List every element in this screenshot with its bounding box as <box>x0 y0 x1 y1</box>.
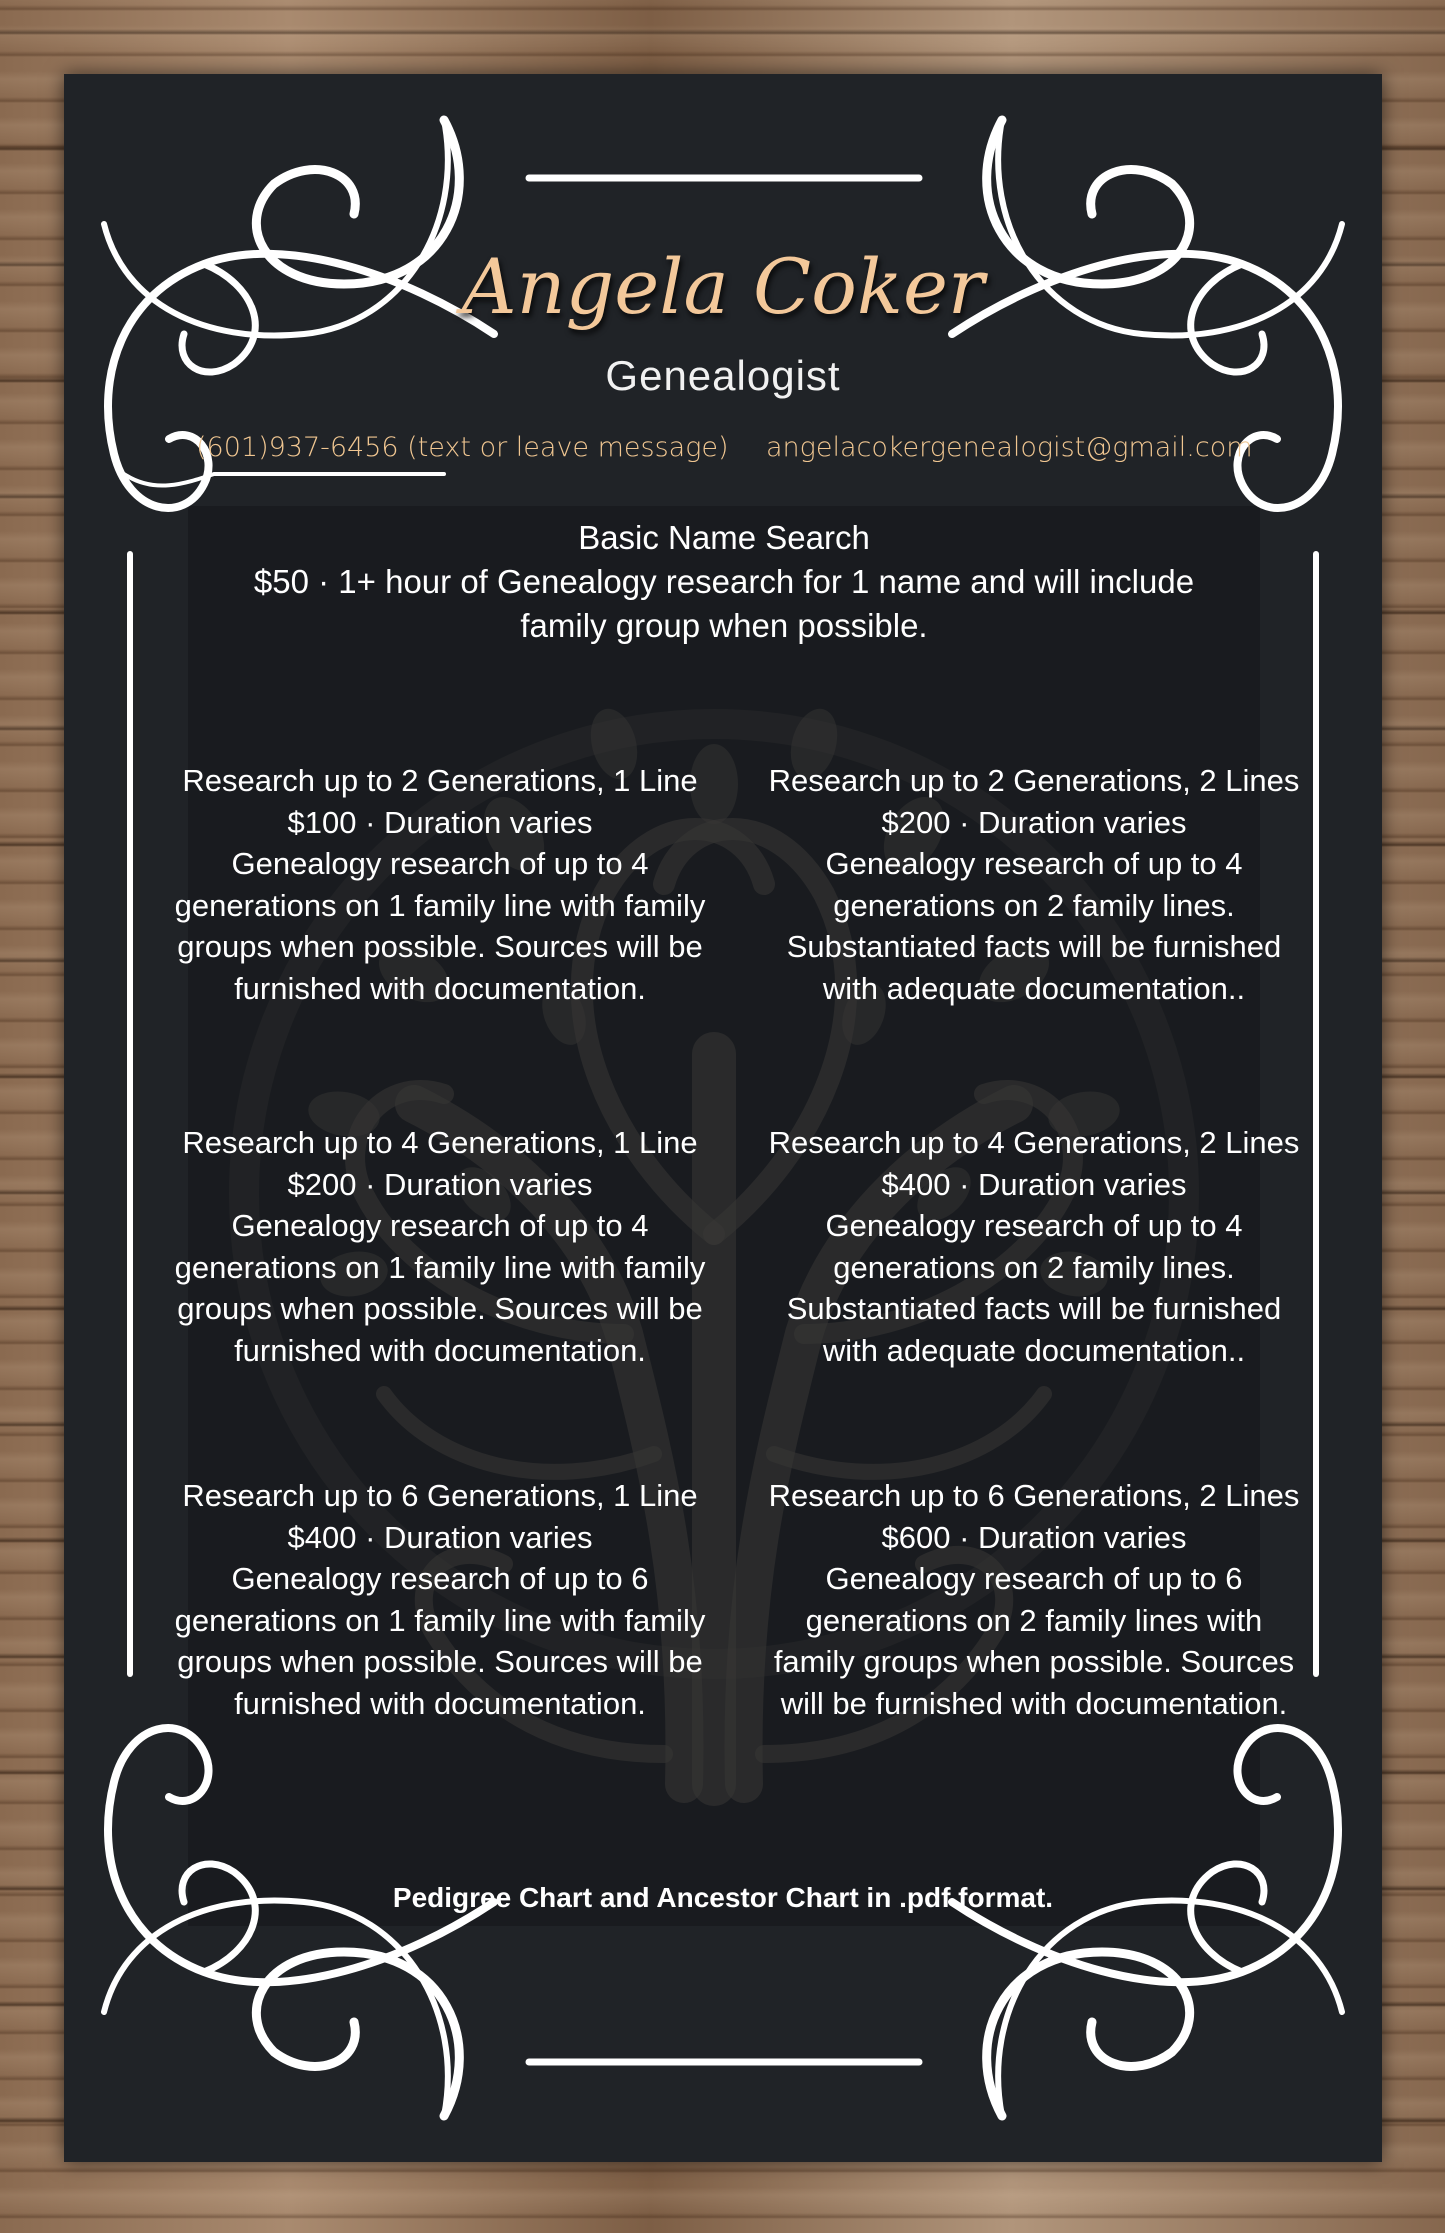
package-title: Research up to 2 Generations, 2 Lines <box>768 763 1300 798</box>
basic-price-line: $50 · 1+ hour of Genealogy research for 1 name and will include <box>253 563 1195 600</box>
package-line: generations on 1 family line with family <box>174 1602 706 1638</box>
business-title: Genealogist <box>605 352 841 399</box>
package-line: Substantiated facts will be furnished <box>786 929 1282 964</box>
package-title: Research up to 4 Generations, 2 Lines <box>768 1125 1300 1160</box>
package-2gen-1line <box>150 760 730 1009</box>
package-line: Genealogy research of up to 4 <box>231 846 649 881</box>
footer-note: Pedigree Chart and Ancestor Chart in .pdf format. <box>392 1882 1054 1913</box>
package-line: generations on 2 family lines. <box>833 1249 1235 1285</box>
package-2gen-2lines <box>744 760 1324 1009</box>
package-title: Research up to 6 Generations, 1 Line <box>182 1478 698 1513</box>
package-6gen-2lines <box>744 1475 1324 1724</box>
basic-name-search <box>224 516 1224 648</box>
package-line: generations on 1 family line with family <box>174 1249 706 1285</box>
phone-number: (601)937-6456 (text or leave message) <box>196 432 729 463</box>
package-price: $400 · Duration varies <box>881 1166 1187 1202</box>
package-price: $600 · Duration varies <box>881 1519 1187 1555</box>
flyer-panel <box>64 74 1382 2162</box>
package-line: Genealogy research of up to 4 <box>825 846 1243 881</box>
package-line: generations on 2 family lines with <box>805 1602 1263 1638</box>
package-line: Genealogy research of up to 6 <box>825 1561 1243 1596</box>
package-line: furnished with documentation. <box>234 970 646 1006</box>
package-4gen-2lines <box>744 1122 1324 1371</box>
package-line: Genealogy research of up to 6 <box>231 1561 649 1596</box>
package-line: furnished with documentation. <box>234 1332 646 1368</box>
package-title: Research up to 4 Generations, 1 Line <box>182 1125 698 1160</box>
package-title: Research up to 2 Generations, 1 Line <box>182 763 698 798</box>
package-price: $200 · Duration varies <box>287 1166 593 1202</box>
package-line: groups when possible. Sources will be <box>177 1644 703 1679</box>
package-line: will be furnished with documentation. <box>780 1685 1288 1721</box>
package-price: $200 · Duration varies <box>881 804 1187 840</box>
package-line: groups when possible. Sources will be <box>177 929 703 964</box>
package-line: furnished with documentation. <box>234 1685 646 1721</box>
basic-heading: Basic Name Search <box>578 519 870 556</box>
package-line: with adequate documentation.. <box>822 970 1246 1006</box>
package-line: Genealogy research of up to 4 <box>231 1208 649 1243</box>
package-line: Genealogy research of up to 4 <box>825 1208 1243 1243</box>
package-line: groups when possible. Sources will be <box>177 1291 703 1326</box>
business-name: Angela Coker <box>461 242 985 331</box>
package-line: family groups when possible. Sources <box>773 1644 1295 1679</box>
email-address: angelacokergenealogist@gmail.com <box>766 432 1253 463</box>
package-price: $100 · Duration varies <box>287 804 593 840</box>
basic-desc-line: family group when possible. <box>520 607 928 644</box>
package-line: Substantiated facts will be furnished <box>786 1291 1282 1326</box>
package-line: with adequate documentation.. <box>822 1332 1246 1368</box>
package-4gen-1line <box>150 1122 730 1371</box>
package-title: Research up to 6 Generations, 2 Lines <box>768 1478 1300 1513</box>
package-price: $400 · Duration varies <box>287 1519 593 1555</box>
package-line: generations on 2 family lines. <box>833 887 1235 923</box>
package-6gen-1line <box>150 1475 730 1724</box>
package-line: generations on 1 family line with family <box>174 887 706 923</box>
